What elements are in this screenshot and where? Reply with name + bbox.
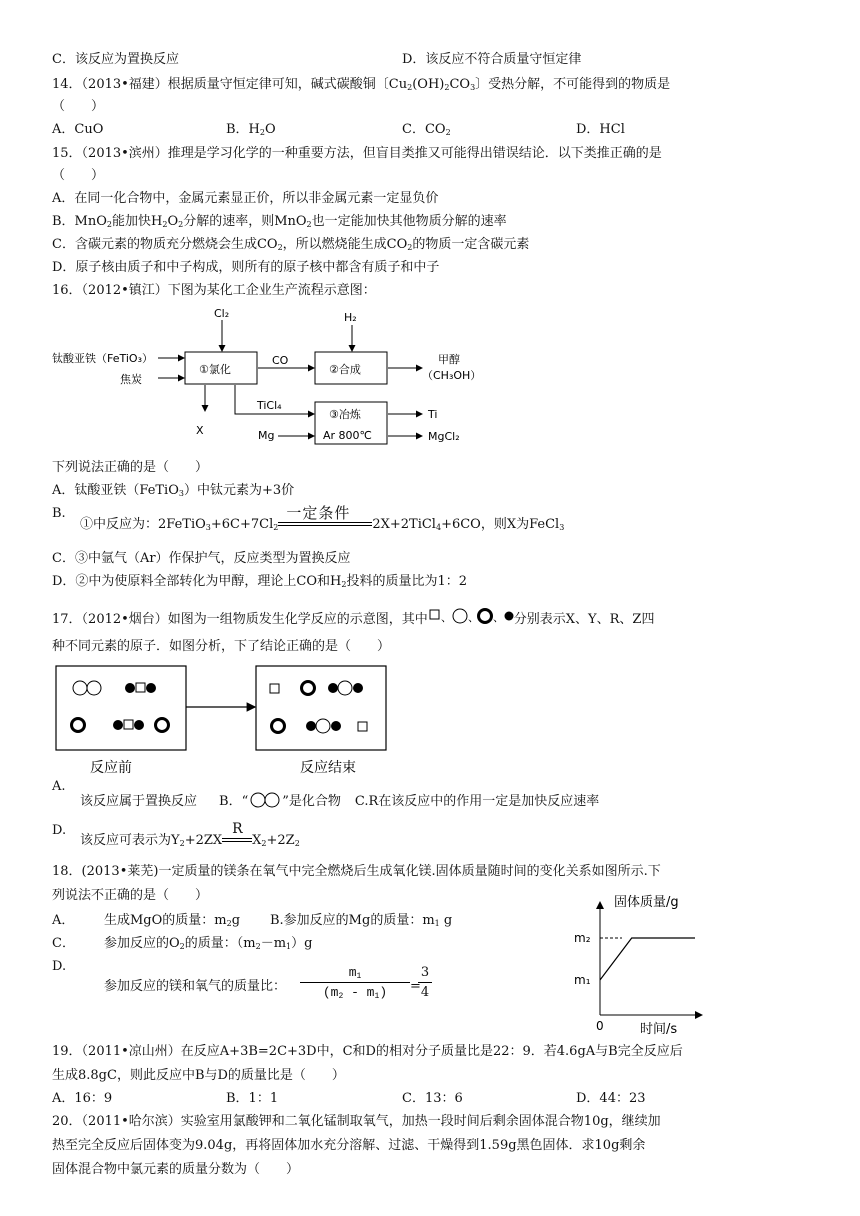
q14-option-b: B．$H_2O$	[226, 122, 276, 137]
mass-time-chart	[570, 890, 710, 1036]
q17-option-a-label: A.	[52, 779, 66, 794]
q14-option-c: C．$CO_2$	[402, 122, 451, 137]
svg-text:、: 、	[467, 610, 479, 624]
q20-line2: 热至完全反应后固体变为9.04g，再将固体加水充分溶解、过滤、干燥得到1.59g黑色固体．求10g剩余	[52, 1138, 646, 1153]
atom-y-icon	[453, 609, 467, 623]
q17-stem-line2: 种不同元素的原子．如图分析，下了结论正确的是（ ）	[52, 639, 391, 654]
q19-option-c: C．13：6	[402, 1091, 463, 1106]
smelting-label: ③冶炼	[329, 408, 361, 421]
q16-option-c: C．③中氩气（Ar）作保护气，反应类型为置换反应	[52, 551, 351, 566]
ratio-fraction: 3 4	[418, 964, 432, 1003]
coke-label: 焦炭	[120, 373, 142, 386]
q17-option-d: 该反应可表示为$Y_2+2ZX$ R $X_2+2Z_2$	[80, 821, 300, 848]
m2-tick-label: m₂	[574, 931, 591, 945]
reaction-condition: 一定条件	[286, 504, 351, 522]
m1-tick-label: m₁	[574, 973, 591, 987]
q16-prompt: 下列说法正确的是（ ）	[52, 460, 209, 475]
atom-z-icon	[504, 611, 513, 620]
methanol-formula: （CH₃OH）	[422, 369, 482, 382]
before-box	[56, 666, 186, 750]
svg-text:、: 、	[440, 610, 452, 624]
q15-option-d: D．原子核由质子和中子构成，则所有的原子核中都含有质子和中子	[52, 260, 440, 275]
cl2-label: Cl₂	[214, 307, 230, 320]
q15-option-b: B．MnO$_2$能加快$H_2O_2$分解的速率，则MnO$_2$也一定能加快其他物质分解的速率	[52, 214, 507, 229]
atom-legend	[428, 607, 514, 625]
q15-option-c: C．含碳元素的物质充分燃烧会生成$CO_2$，所以燃烧能生成$CO_2$的物质一定含碳元素	[52, 237, 530, 252]
q18-option-b: B.参加反应的Mg的质量：$m_1$ g	[270, 913, 453, 928]
before-label: 反应前	[90, 760, 132, 776]
chlorination-label: ①氯化	[199, 363, 231, 376]
q19-option-b: B．1：1	[226, 1091, 279, 1106]
q16-option-d: D．②中为使原料全部转化为甲醇，理论上CO和$H_2$投料的质量比为1：2	[52, 574, 468, 589]
q17-options-abc: 该反应属于置换反应 B．“ ”是化合物 C.R在该反应中的作用一定是加快反应速率	[80, 794, 600, 809]
mass-curve	[600, 938, 695, 980]
smelting-condition: Ar 800℃	[323, 429, 372, 442]
q17-stem-line1: 17．（2012•烟台）如图为一组物质发生化学反应的示意图，其中 、 、 、 分别表示X、Y、R、Z四	[52, 611, 654, 629]
x-label: X	[196, 424, 204, 437]
y2-molecule-icon	[248, 792, 282, 808]
ti-label: Ti	[428, 408, 438, 421]
q13-option-d: D．该反应不符合质量守恒定律	[402, 52, 582, 67]
synthesis-label: ②合成	[329, 363, 361, 376]
q16-option-a: A．钛酸亚铁（FeTiO$_3$）中钛元素为+3价	[52, 483, 295, 498]
q19-stem-line2: 生成8.8gC，则此反应中B与D的质量比是（ ）	[52, 1068, 345, 1083]
feti-label: 钛酸亚铁（FeTiO₃）	[52, 352, 153, 365]
q18-option-a: 生成MgO的质量：$m_2g$	[104, 913, 241, 928]
q16-option-b-label: B.	[52, 506, 66, 521]
chart-ylabel: 固体质量/g	[614, 895, 679, 910]
q18-option-c-label: C．	[52, 936, 75, 951]
q20-line1: 20．（2011•哈尔滨）实验室用氯酸钾和二氧化锰制取氧气，加热一段时间后剩余固体混合物10g，继续加	[52, 1114, 661, 1129]
q18-option-a-label: A．	[52, 913, 75, 928]
q17-option-a: 该反应属于置换反应	[80, 794, 198, 809]
q14-stem: 14．（2013•福建）根据质量守恒定律可知，碱式碳酸铜〔$Cu_2(OH)_2CO_3$〕受热分解，不可能得到的物质是	[52, 77, 671, 92]
mass-ratio-fraction: $m_1$ $(m_2 - m_1)$	[300, 964, 410, 1003]
q15-option-a: A．在同一化合物中，金属元素显正价，所以非金属元素一定显负价	[52, 191, 439, 206]
atom-r-icon	[478, 609, 491, 622]
q16-option-b: ①中反应为：$2FeTiO_3+6C+7Cl_2$ 一定条件 2X+2TiCl$_4$+6CO，则X为FeCl$_3$	[80, 504, 565, 532]
q19-option-a: A．16：9	[52, 1091, 113, 1106]
atom-x-icon	[430, 610, 439, 619]
methanol-label: 甲醇	[438, 353, 460, 366]
q20-line3: 固体混合物中氯元素的质量分数为（ ）	[52, 1162, 300, 1177]
q17-reaction-diagram	[52, 660, 387, 776]
q13-option-c: C．该反应为置换反应	[52, 52, 179, 67]
q17-option-c: C.R在该反应中的作用一定是加快反应速率	[354, 794, 600, 809]
q19-stem-line1: 19．（2011•凉山州）在反应A+3B=2C+3D中，C和D的相对分子质量比是22：9．若4.6gA与B完全反应后	[52, 1044, 683, 1059]
q16-stem: 16．（2012•镇江）下图为某化工企业生产流程示意图：	[52, 283, 376, 298]
chart-xlabel: 时间/s	[640, 1022, 678, 1036]
q18-option-d-label: D.	[52, 959, 67, 974]
q18-option-c: 参加反应的$O_2$的质量：$(m_2-m_1)g$	[104, 936, 313, 951]
origin-label: 0	[596, 1019, 604, 1033]
q18-option-d: 参加反应的镁和氧气的质量比：	[104, 979, 287, 994]
q14-option-d: D．HCl	[576, 122, 625, 137]
after-box	[256, 666, 386, 750]
ticl4-label: TiCl₄	[257, 399, 282, 412]
mgcl2-label: MgCl₂	[428, 430, 460, 443]
q18-stem-line2: 列说法不正确的是（ ）	[52, 888, 209, 903]
mg-label: Mg	[258, 429, 275, 442]
q18-stem-line1: 18．(2013•莱芜)一定质量的镁条在氧气中完全燃烧后生成氧化镁.固体质量随时间的变化关系如图所示.下	[52, 864, 661, 879]
q16-flow-diagram	[50, 305, 510, 455]
q14-option-a: A．CuO	[52, 122, 104, 137]
q19-option-d: D．44：23	[576, 1091, 646, 1106]
q17-option-d-label: D.	[52, 823, 67, 838]
q14-paren: （ ）	[52, 99, 105, 114]
co-label: CO	[272, 354, 289, 367]
y2-molecule-atom	[73, 681, 87, 695]
q15-paren: （ ）	[52, 168, 105, 183]
svg-text:、: 、	[492, 610, 504, 624]
equals-sign: =	[410, 979, 421, 994]
q15-stem: 15．（2013•滨州）推理是学习化学的一种重要方法，但盲目类推又可能得出错误结论．以下类推正确的是	[52, 146, 662, 161]
h2-label: H₂	[344, 311, 357, 324]
after-label: 反应结束	[300, 760, 356, 776]
